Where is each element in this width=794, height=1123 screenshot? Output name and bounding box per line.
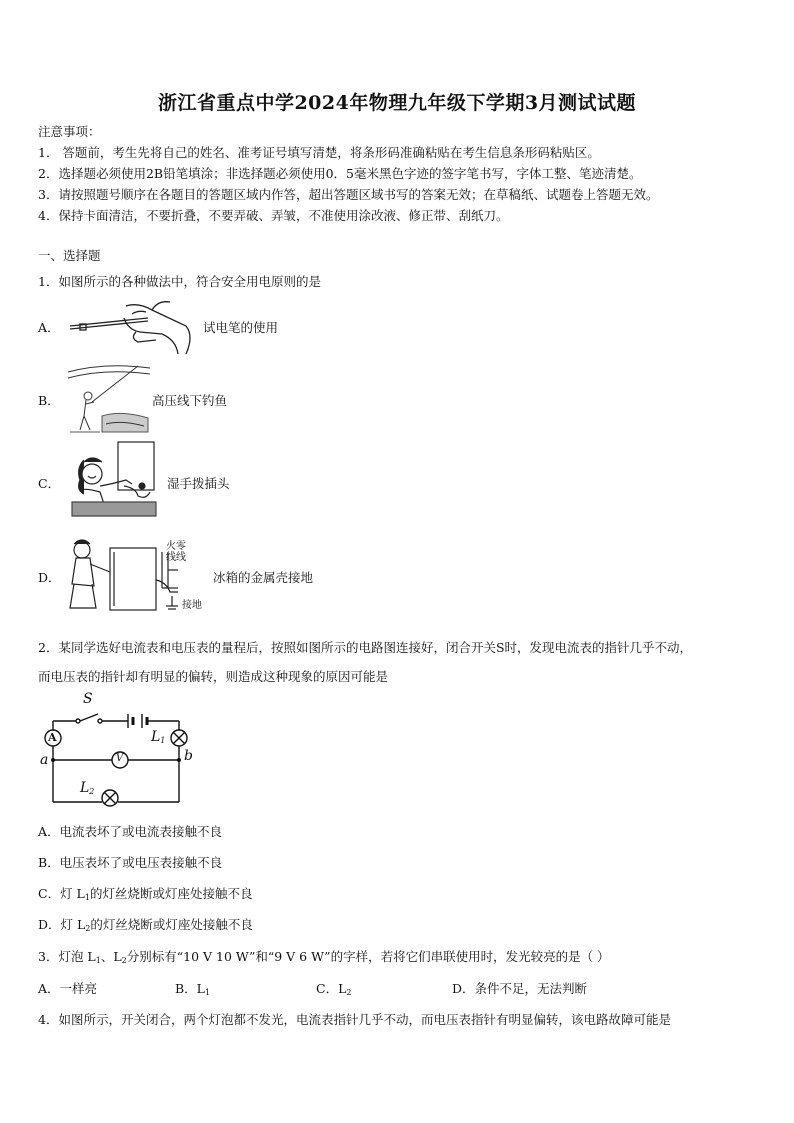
circuit-diagram bbox=[38, 692, 198, 808]
question-3-stem: 3．灯泡 $L_1$、$L_2$分别标有“10 V 10 W”和“9 V 6 W”的字样，若将它们串联使用时，发光较亮的是（ ） bbox=[38, 949, 610, 965]
wire-label-2: 线 bbox=[176, 552, 186, 563]
q1-option-c-text: 湿手拨插头 bbox=[167, 476, 230, 491]
notice-item-1: 1． 答题前，考生先将自己的姓名、准考证号填写清楚，将条形码准确粘贴在考生信息条形码粘贴区。 bbox=[38, 145, 600, 160]
wet-hand-unplugging-illustration bbox=[66, 440, 164, 522]
switch-label: S bbox=[83, 691, 93, 707]
q1-option-a-letter: A． bbox=[38, 320, 60, 335]
node-b-label: b bbox=[184, 748, 193, 764]
ground-label: 接地 bbox=[182, 600, 202, 611]
section-heading: 一、选择题 bbox=[38, 248, 101, 263]
q3-option-b: B．$L_1$ bbox=[175, 981, 211, 997]
q1-option-c-letter: C． bbox=[38, 476, 61, 491]
page-title: 浙江省重点中学2024年物理九年级下学期3月测试试题 bbox=[157, 92, 637, 114]
question-2-stem-line-2: 而电压表的指针却有明显的偏转，则造成这种现象的原因可能是 bbox=[38, 669, 389, 684]
q1-option-a-text: 试电笔的使用 bbox=[203, 320, 279, 335]
q1-option-d-text: 冰箱的金属壳接地 bbox=[213, 570, 314, 585]
voltmeter-label: V bbox=[116, 753, 124, 764]
wire-label-1: 线 bbox=[166, 552, 176, 563]
q1-option-b-letter: B． bbox=[38, 393, 60, 408]
q1-option-d-letter: D． bbox=[38, 570, 61, 585]
lamp-l1-label: $L_1$ bbox=[151, 729, 166, 745]
zero-wire-label: 零 bbox=[176, 541, 186, 552]
q1-option-b-text: 高压线下钓鱼 bbox=[152, 393, 228, 408]
q3-option-c: C．$L_2$ bbox=[316, 981, 352, 997]
ammeter-label: A bbox=[48, 731, 57, 744]
fire-wire-label: 火 bbox=[166, 541, 176, 552]
fridge-wire-labels bbox=[166, 541, 186, 563]
q3-option-d: D．条件不足，无法判断 bbox=[452, 981, 588, 996]
question-2-stem-line-1: 2．某同学选好电流表和电压表的量程后，按照如图所示的电路图连接好，闭合开关S时，发现电流表的指针几乎不动， bbox=[38, 640, 693, 655]
question-1-stem: 1．如图所示的各种做法中，符合安全用电原则的是 bbox=[38, 274, 321, 289]
test-pen-illustration bbox=[66, 296, 196, 358]
lamp-l2-label: $L_2$ bbox=[80, 780, 95, 796]
notice-item-4: 4．保持卡面清洁，不要折叠，不要弄破、弄皱，不准使用涂改液、修正带、刮纸刀。 bbox=[38, 208, 509, 223]
notice-item-3: 3．请按照题号顺序在各题目的答题区域内作答，超出答题区域书写的答案无效；在草稿纸、试题卷上答题无效。 bbox=[38, 187, 659, 202]
q2-option-b: B．电压表坏了或电压表接触不良 bbox=[38, 855, 223, 870]
fishing-under-power-line-illustration bbox=[66, 358, 152, 436]
q3-option-a: A．一样亮 bbox=[38, 981, 98, 996]
node-a-label: a bbox=[40, 752, 49, 768]
notice-item-2: 2．选择题必须使用2B铅笔填涂；非选择题必须使用0．5毫米黑色字迹的签字笔书写，字体工整、笔迹清楚。 bbox=[38, 166, 642, 181]
q2-option-a: A．电流表坏了或电流表接触不良 bbox=[38, 824, 223, 839]
notice-heading: 注意事项： bbox=[38, 124, 101, 139]
q2-option-c: C．灯 $L_1$的灯丝烧断或灯座处接触不良 bbox=[38, 886, 253, 902]
q2-option-d: D．灯 $L_2$的灯丝烧断或灯座处接触不良 bbox=[38, 917, 253, 933]
question-4-stem: 4．如图所示，开关闭合，两个灯泡都不发光，电流表指针几乎不动，而电压表指针有明显偏转，该电路故障可能是 bbox=[38, 1012, 671, 1027]
